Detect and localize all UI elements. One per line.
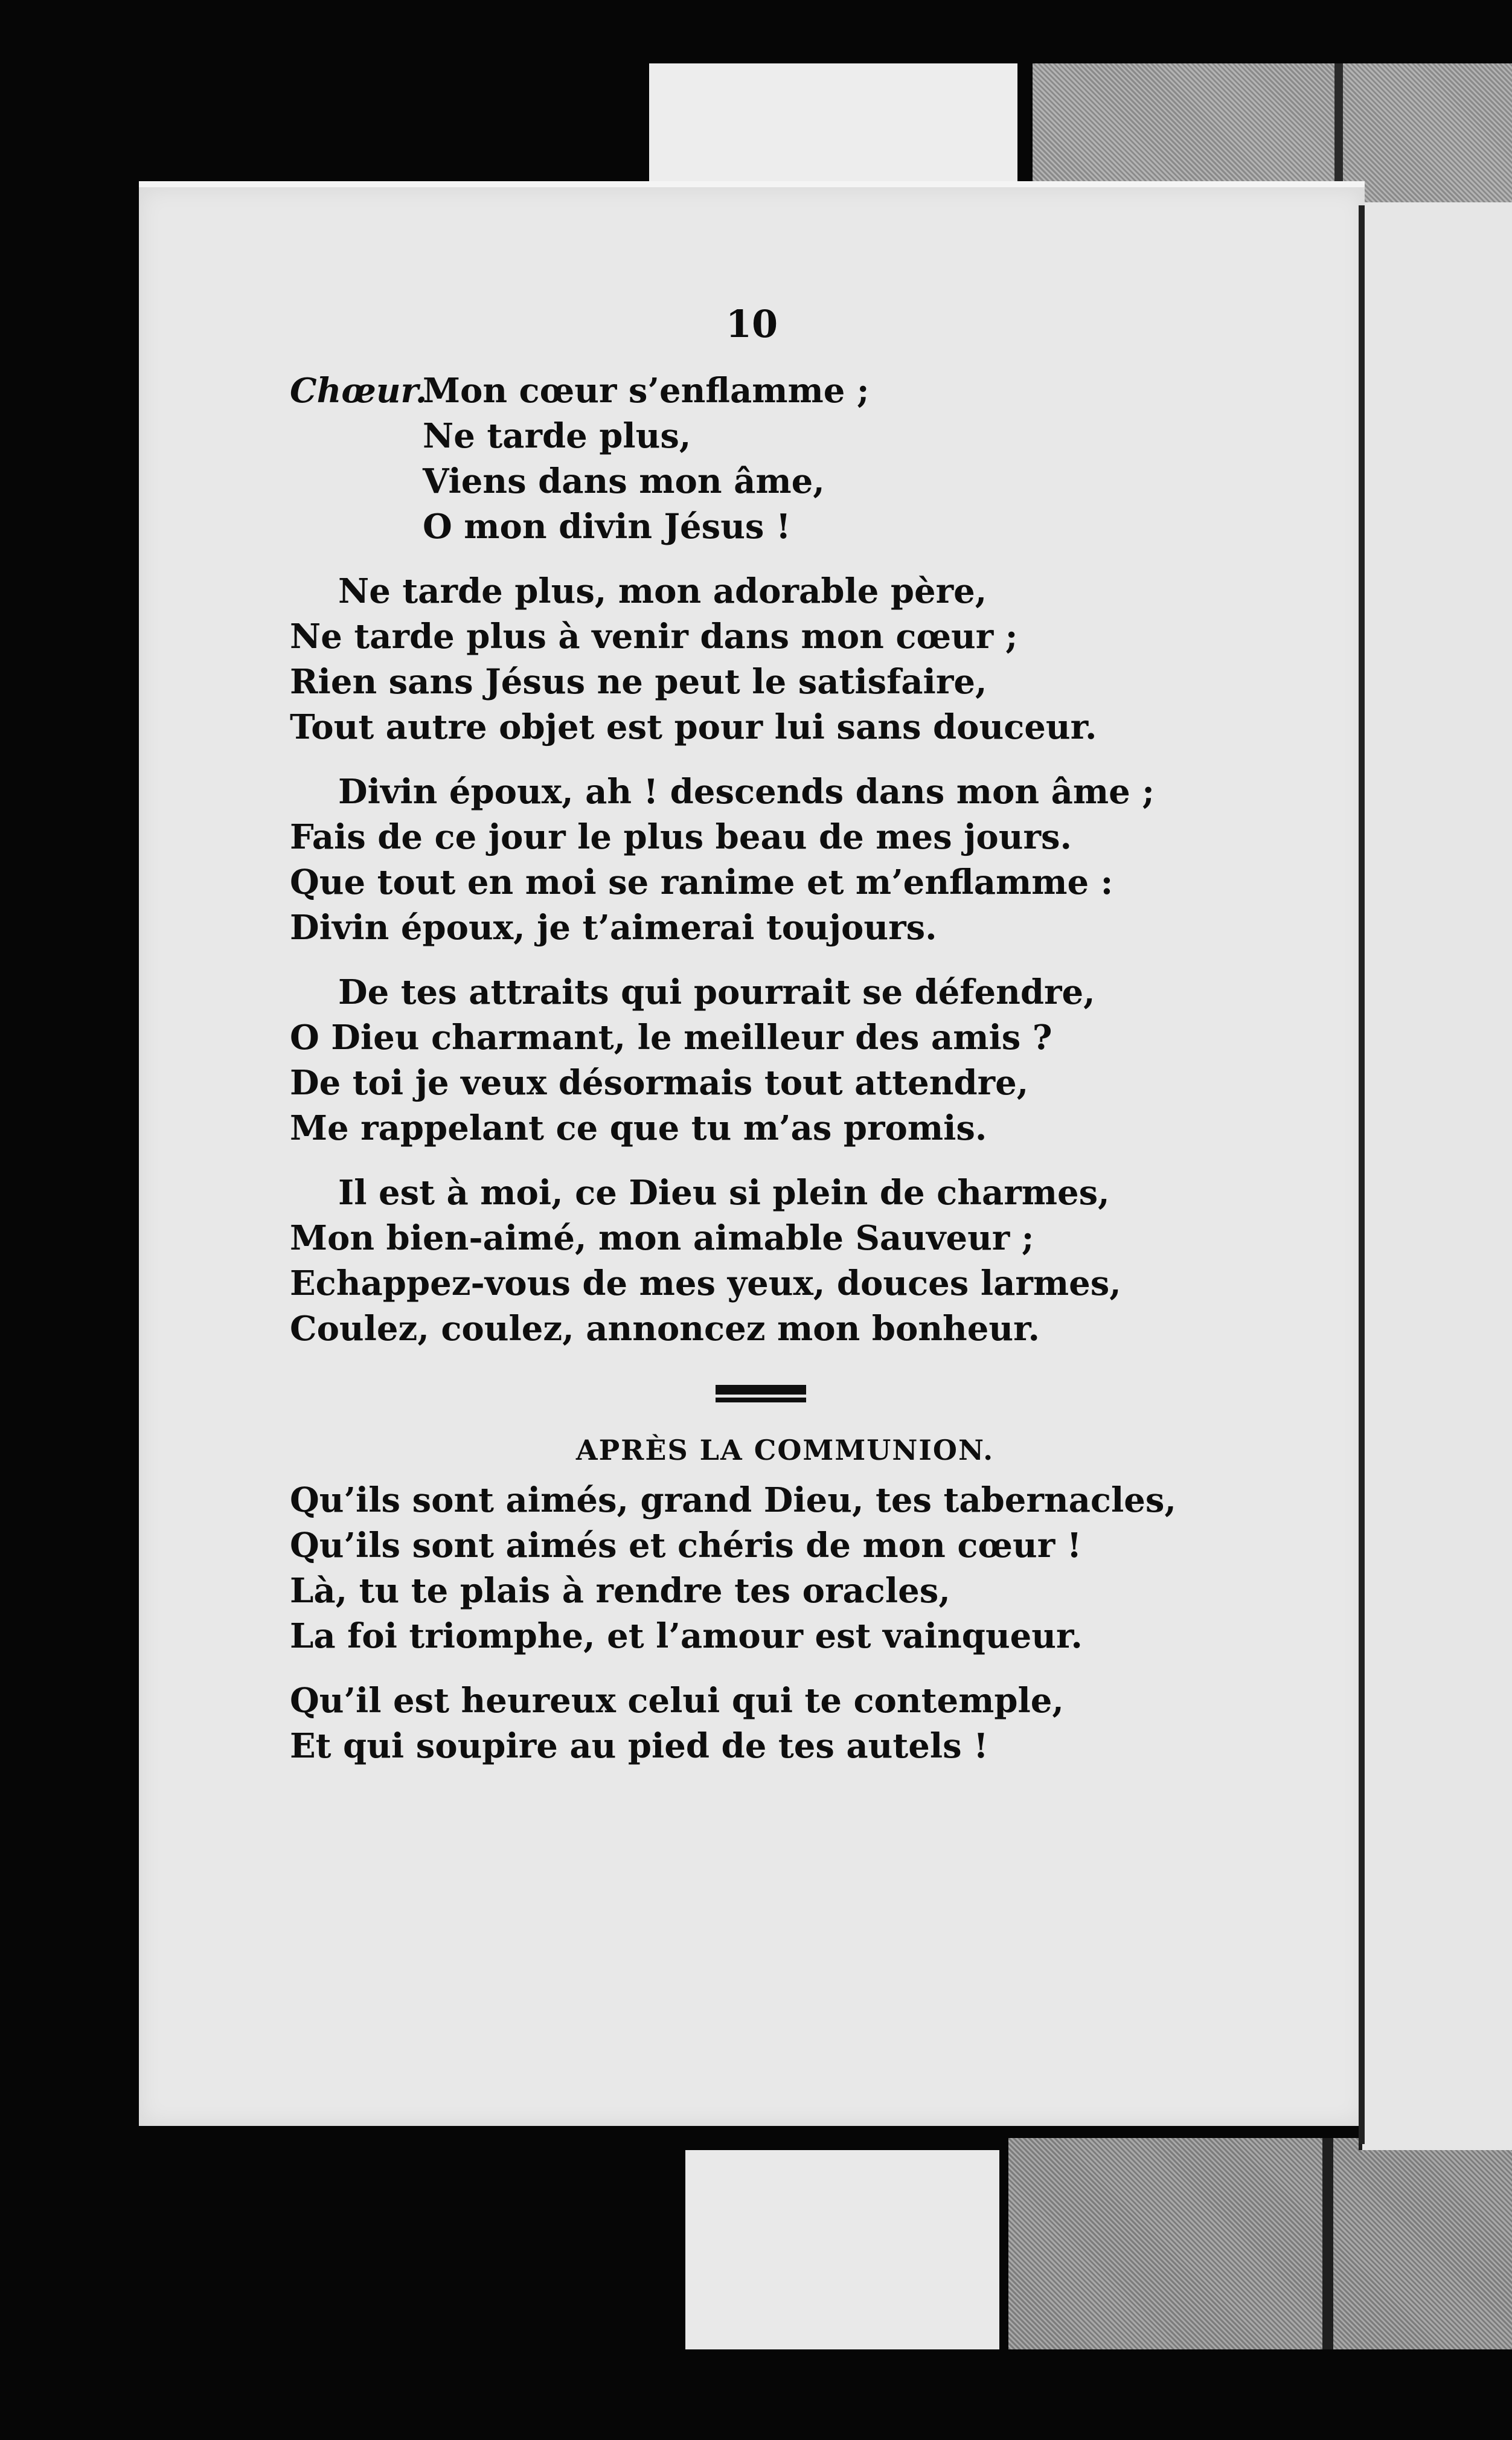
stanza-1 [290,569,1268,750]
page-fold-shadow [1359,205,1365,2144]
verse-line: Ne tarde plus, mon adorable père, [338,571,987,611]
page-number: 10 [725,302,778,346]
verse-line: Mon bien-aimé, mon aimable Sauveur ; [290,1218,1034,1258]
verse-line: De tes attraits qui pourrait se défendre, [338,972,1095,1012]
verse-line: Fais de ce jour le plus beau de mes jours. [290,817,1072,857]
chorus-line: Ne tarde plus, [423,416,691,456]
verse-line: Coulez, coulez, annoncez mon bonheur. [290,1309,1040,1349]
verse-line: Qu’il est heureux celui qui te contemple, [290,1681,1064,1721]
binding-divider-bottom [1322,2138,1333,2349]
verse-line: Tout autre objet est pour lui sans douceur. [290,707,1097,747]
chorus-label: Chœur. [290,371,428,411]
verse-line: La foi triomphe, et l’amour est vainqueur. [290,1616,1083,1656]
verse-line: Divin époux, ah ! descends dans mon âme ; [338,772,1155,812]
section-title: APRÈS LA COMMUNION. [575,1434,995,1466]
verse-line: Qu’ils sont aimés et chéris de mon cœur ! [290,1526,1082,1565]
section-divider-rule [716,1385,806,1398]
section-stanza-1 [290,1478,1268,1659]
verse-line: Divin époux, je t’aimerai toujours. [290,908,937,948]
verse-line: O Dieu charmant, le meilleur des amis ? [290,1018,1052,1058]
verse-line: Rien sans Jésus ne peut le satisfaire, [290,662,987,702]
background-paper-bottom [685,2150,999,2349]
stanza-2 [290,769,1268,951]
book-page [139,181,1365,2126]
verse-line: Ne tarde plus à venir dans mon cœur ; [290,617,1018,657]
binding-cloth-bottom [1008,2138,1512,2349]
section-stanza-2 [290,1678,1268,1769]
verse-line: Là, tu te plais à rendre tes oracles, [290,1571,950,1611]
adjacent-page-edge [1359,202,1512,2150]
verse-line: Echappez-vous de mes yeux, douces larmes, [290,1263,1121,1303]
chorus-line: Viens dans mon âme, [423,461,825,501]
verse-line: Me rappelant ce que tu m’as promis. [290,1108,987,1148]
verse-line: Qu’ils sont aimés, grand Dieu, tes tabernacles, [290,1480,1176,1520]
stanza-4 [290,1170,1268,1352]
verse-line: De toi je veux désormais tout attendre, [290,1063,1029,1103]
chorus-line-text: Mon cœur s’enflamme ; [423,371,870,411]
verse-line: Et qui soupire au pied de tes autels ! [290,1726,988,1766]
chorus-first-line [290,368,1268,414]
stanza-3 [290,970,1268,1151]
verse-line: Il est à moi, ce Dieu si plein de charmes, [338,1173,1110,1213]
chorus-line: O mon divin Jésus ! [423,507,791,547]
hymn-text [290,368,1268,1769]
verse-line: Que tout en moi se ranime et m’enflamme : [290,862,1113,902]
